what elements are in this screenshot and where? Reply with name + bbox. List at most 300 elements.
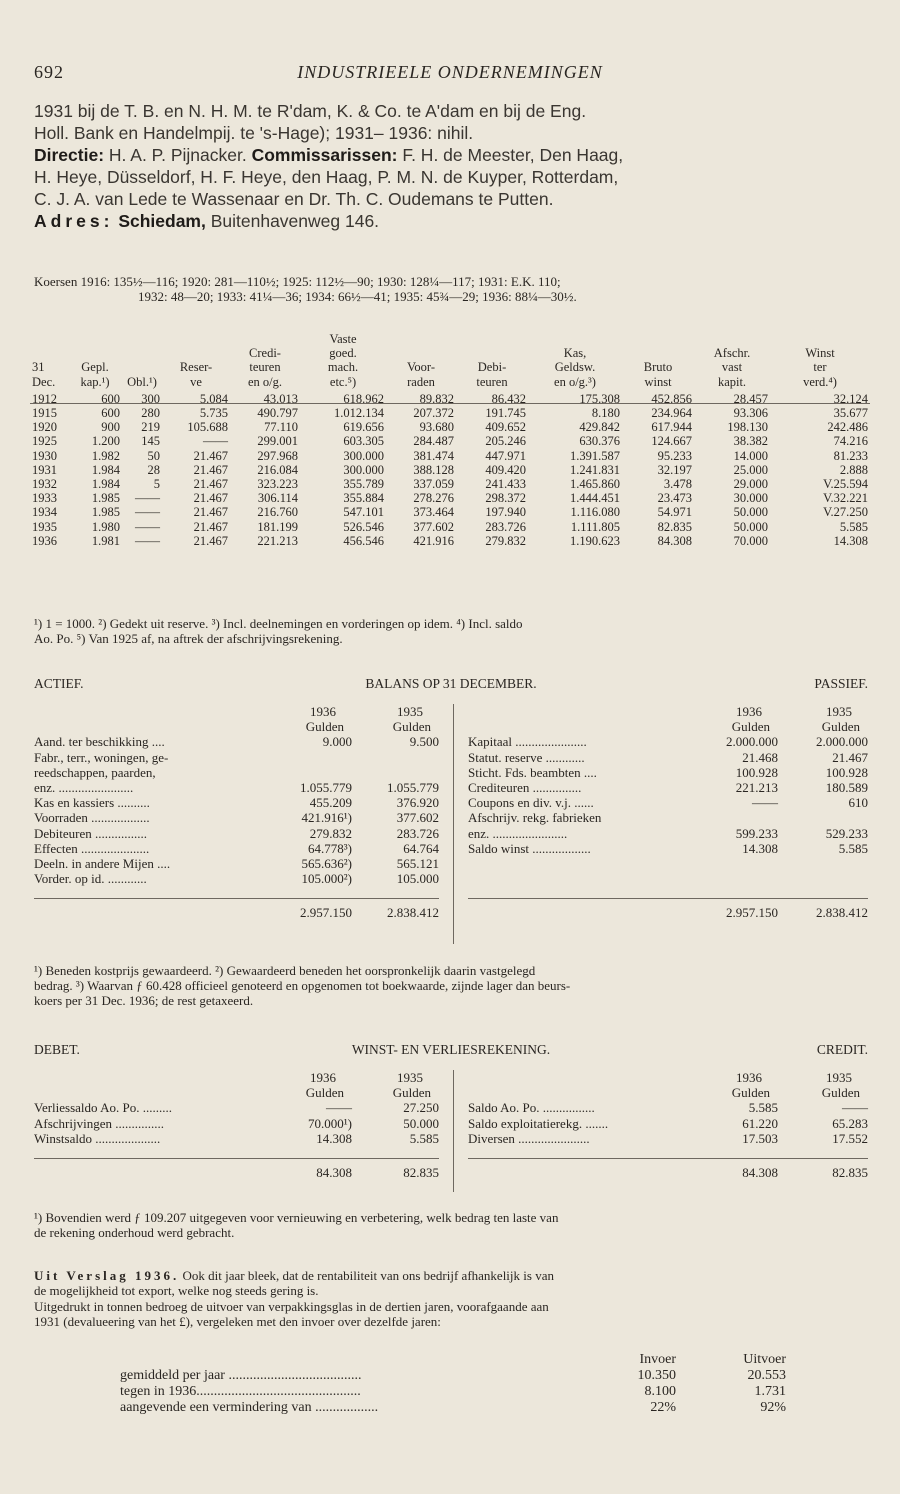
wv-credit-year-1935: 1935 [826,1070,852,1085]
table-header-row [30,375,870,389]
table-cell: 547.101 [343,505,384,520]
line-item-value-1936: 17.503 [742,1130,778,1146]
line-item-value-1936: —— [752,795,778,811]
line-item-value-1935 [778,810,868,825]
balans-heading [34,676,868,694]
balans-title: BALANS OP 31 DECEMBER. [365,676,537,691]
column-header: Reser- [179,360,213,375]
table-cell: 447.971 [485,448,526,463]
export-uitvoer: 20.553 [747,1368,786,1383]
balans-divider [453,704,454,944]
balans-actief-unit-2: Gulden [392,719,431,735]
column-header [770,332,870,346]
export-label: tegen in 1936............................................... [120,1384,361,1399]
table-cell: 82.835 [657,519,692,534]
balans-asset-row [34,780,439,795]
table-cell: 1.444.451 [570,491,620,506]
column-header: teuren [249,360,281,375]
line-item-value-1935: —— [842,1100,868,1116]
table-cell: 1936 [32,533,57,548]
wv-credit-row [468,1116,868,1131]
table-cell: 1.111.805 [570,519,620,534]
balans-actief-total-1935: 2.838.412 [387,905,439,921]
line-item-value-1935: 64.764 [403,840,439,856]
table-cell: 197.940 [485,505,526,520]
balans-asset-row [34,826,439,841]
column-header: Bruto [643,360,673,375]
table-cell: 452.856 [651,391,692,406]
table-cell: 30.000 [733,491,768,506]
wv-debet-table [34,1070,439,1180]
adres-city: Schiedam, [118,211,206,231]
table-cell: 70.000 [733,533,768,548]
wv-debet-row [34,1131,439,1146]
table-cell: 1931 [32,462,57,477]
koersen-line-2: 1932: 48—20; 1933: 41¼—36; 1934: 66½—41; 1935: 45¾—29; 1936: 88¼—30½. [138,289,577,304]
table-cell: 355.789 [343,477,384,492]
line-item-value-1936: 105.000²) [301,871,352,887]
line-item-value-1936: 279.832 [309,825,352,841]
line-item-value-1935 [352,750,439,765]
table-cell: 1.190.623 [570,533,620,548]
table-cell: 32.197 [657,462,692,477]
table-cell: 1935 [32,519,57,534]
table-header-row [30,346,870,360]
footnote-balans-line-2: bedrag. ³) Waarvan ƒ 60.428 officieel genoteerd en opgenomen tot boekwaarde, zijnde lager dan beurs- [34,978,571,993]
table-cell: 409.420 [485,462,526,477]
wv-credit-table [468,1070,868,1180]
table-cell: 1.984 [91,477,120,492]
table-cell: 526.546 [343,519,384,534]
column-header [622,346,694,360]
table-cell: 191.745 [485,406,526,421]
balans-actief-unit-1: Gulden [305,719,344,735]
table-cell: 81.233 [833,448,868,463]
balans-liability-row [468,750,868,765]
table-row [30,434,870,448]
financial-history-header [30,332,870,389]
line-item-label: Aand. ter beschikking .... [34,734,165,750]
line-item-value-1936: 14.308 [316,1130,352,1146]
table-row [30,520,870,534]
balans-liability-row [468,810,868,825]
line-item-label: Sticht. Fds. beambten .... [468,764,597,780]
financial-history-body [30,389,870,548]
directie-text: H. A. P. Pijnacker. [104,145,252,165]
line-item-label: Vorder. op id. ............ [34,871,147,887]
line-item-value-1936: 221.213 [735,780,778,796]
table-cell: 1915 [32,406,57,421]
column-header [122,332,162,346]
balans-passief-total-1935: 2.838.412 [816,905,868,921]
table-row [30,477,870,491]
wv-credit-total-1935: 82.835 [832,1165,868,1181]
table-cell: 1.391.587 [570,448,620,463]
commissarissen-label: Commissarissen: [251,145,398,165]
koersen-block [34,274,868,304]
wv-credit-row [468,1100,868,1115]
table-cell: 21.467 [193,519,228,534]
table-row [30,406,870,420]
koersen-line-1: Koersen 1916: 135½—116; 1920: 281—110½; 1925: 112½—90; 1930: 128¼—117; 1931: E.K. 110; [34,274,561,289]
column-header: goed. [329,346,357,361]
table-cell: 1.465.860 [570,477,620,492]
table-cell: 279.832 [485,533,526,548]
column-header [162,332,230,346]
table-cell: 300.000 [343,462,384,477]
line-item-value-1936: 100.928 [735,764,778,780]
column-header [68,332,122,346]
table-cell: 1934 [32,505,57,520]
table-cell: 298.372 [485,491,526,506]
table-row [30,463,870,477]
table-cell: 8.180 [591,406,620,421]
line-item-label: Diversen ...................... [468,1130,590,1146]
line-item-value-1935: 65.283 [832,1115,868,1131]
balans-passief-unit-2: Gulden [821,719,860,735]
line-item-label: Fabr., terr., woningen, ge- [34,749,169,765]
table-cell: 32.124 [833,391,868,406]
table-cell: V.32.221 [823,491,868,506]
wv-debet-total-1935: 82.835 [403,1165,439,1181]
footnotes-balans [34,963,868,1008]
column-header: kap.¹) [80,374,110,389]
table-cell: 207.372 [413,406,454,421]
table-cell: —— [135,505,160,520]
line-item-value-1935: 9.500 [409,734,439,750]
export-invoer: 8.100 [644,1384,676,1399]
table-cell: 1.241.831 [570,462,620,477]
table-cell: 1.200 [91,434,120,449]
line-item-value-1935: 5.585 [838,840,868,856]
table-cell: 198.130 [727,420,768,435]
table-cell: —— [135,491,160,506]
table-cell: 105.688 [187,420,228,435]
table-cell: 299.001 [257,434,298,449]
footnote-main-line-1: ¹) 1 = 1000. ²) Gedekt uit reserve. ³) Incl. deelnemingen en vorderingen op idem. ⁴) Incl. saldo [34,616,523,631]
export-row [120,1384,792,1400]
column-header: Gepl. [81,360,109,375]
verslag-p1-line-1 [34,1268,868,1283]
footnote-wv-line-2: de rekening onderhoud werd gebracht. [34,1225,235,1240]
intro-directie-line [34,144,868,166]
table-cell: 1912 [32,391,57,406]
table-cell: 1933 [32,491,57,506]
wv-left-label: DEBET. [34,1042,80,1057]
verslag-section [34,1268,868,1329]
column-header: vast [721,360,743,375]
line-item-label: enz. ....................... [468,825,568,841]
balans-passief-year-1935: 1935 [826,704,852,719]
table-cell: 25.000 [733,462,768,477]
line-item-value-1935: 21.467 [832,749,868,765]
wv-credit-row [468,1131,868,1146]
line-item-label: Saldo winst .................. [468,840,591,856]
table-cell: 1920 [32,420,57,435]
column-header: en o/g.³) [554,374,596,389]
table-cell: 205.246 [485,434,526,449]
table-row [30,505,870,519]
balans-asset-row [34,765,439,780]
balans-passief-year-1936: 1936 [736,704,762,719]
wv-debet-row [34,1116,439,1131]
line-item-value-1936 [690,810,778,825]
table-cell: 93.680 [419,420,454,435]
line-item-value-1936: 64.778³) [308,840,352,856]
verslag-p1-line-2: de mogelijkheid tot export, welke nog steeds gering is. [34,1283,319,1299]
column-header [162,346,230,360]
adres-label: Adres: [34,211,114,231]
page-number: 692 [34,62,64,82]
table-cell: V.27.250 [823,505,868,520]
column-header: Credi- [249,346,281,361]
line-item-value-1936: 5.585 [748,1100,778,1116]
table-cell: 35.677 [833,406,868,421]
line-item-label: Deeln. in andere Mijen .... [34,856,171,872]
table-cell: 618.962 [343,391,384,406]
balans-right-label: PASSIEF. [814,676,868,691]
table-cell: 5.735 [199,406,228,421]
table-cell: 50.000 [733,519,768,534]
table-cell: 900 [101,420,120,435]
wv-debet-year-1936: 1936 [310,1070,336,1085]
table-cell: 284.487 [413,434,454,449]
table-cell: 242.486 [827,420,868,435]
table-cell: 337.059 [413,477,454,492]
line-item-value-1936: 2.000.000 [726,734,778,750]
line-item-value-1935: 376.920 [396,795,439,811]
table-cell: 221.213 [257,533,298,548]
balans-asset-row [34,856,439,871]
line-item-label: Afschrijvingen ............... [34,1115,164,1131]
table-cell: 1.985 [91,505,120,520]
balans-passief-table [468,704,868,920]
table-cell: 1932 [32,477,57,492]
line-item-value-1935: 5.585 [409,1130,439,1146]
running-title: INDUSTRIEELE ONDERNEMINGEN [297,62,603,82]
table-cell: 38.382 [733,434,768,449]
table-cell: 456.546 [343,533,384,548]
table-cell: 1.981 [91,533,120,548]
table-cell: 74.216 [833,434,868,449]
table-cell: 219 [141,420,160,435]
footnotes-main [34,616,868,646]
line-item-value-1935: 17.552 [832,1130,868,1146]
intro-line-2: Holl. Bank en Handelmpij. te 's-Hage); 1931– 1936: nihil. [34,123,474,143]
wv-debet-unit-2: Gulden [392,1085,431,1101]
adres-street: Buitenhavenweg 146. [205,211,380,231]
table-row [30,420,870,434]
wv-debet-total-1936: 84.308 [316,1165,352,1181]
line-item-value-1936: 61.220 [742,1115,778,1131]
table-header-row [30,360,870,374]
line-item-value-1935: 180.589 [825,780,868,796]
balans-liability-row [468,734,868,749]
line-item-label: Crediteuren ............... [468,780,582,796]
export-label: aangevende een vermindering van .................. [120,1400,379,1415]
column-header: winst [644,374,672,389]
table-cell: 5 [153,477,160,492]
line-item-value-1935: 377.602 [396,810,439,826]
column-header: Geldsw. [554,360,596,375]
table-cell: 181.199 [257,519,298,534]
line-item-label: Voorraden .................. [34,810,150,826]
line-item-value-1936: 1.055.779 [300,780,352,796]
table-cell: 86.432 [491,391,526,406]
line-item-value-1936: —— [326,1100,352,1116]
table-header-row [30,332,870,346]
export-invoer: 22% [650,1400,676,1415]
line-item-label: Debiteuren ................ [34,825,148,841]
column-header: en o/g. [247,374,283,389]
column-header: ve [190,374,202,389]
table-cell: 1.982 [91,448,120,463]
table-cell: 241.433 [485,477,526,492]
column-header [694,332,770,346]
balans-left-label: ACTIEF. [34,676,84,691]
column-header: Afschr. [713,346,751,361]
verslag-p2-line-1: Uitgedrukt in tonnen bedroeg de uitvoer van verpakkingsglas in de dertien jaren, voorafgaande aan [34,1298,549,1314]
line-item-value-1935: 100.928 [825,764,868,780]
balans-asset-row [34,750,439,765]
column-header: Dec. [32,374,56,389]
column-header [386,346,456,360]
balans-asset-row [34,871,439,886]
table-cell: 283.726 [485,519,526,534]
line-item-label: Kas en kassiers .......... [34,795,150,811]
column-header [122,360,162,374]
balans-asset-row [34,841,439,856]
line-item-value-1935: 2.000.000 [816,734,868,750]
table-cell: 421.916 [413,533,454,548]
table-cell: 50 [147,448,160,463]
table-cell: 234.964 [651,406,692,421]
table-cell: 175.308 [579,391,620,406]
table-cell: —— [135,533,160,548]
line-item-value-1935: 1.055.779 [387,780,439,796]
line-item-value-1935: 27.250 [403,1100,439,1116]
export-label: gemiddeld per jaar ...................................... [120,1368,362,1383]
table-cell: 323.223 [257,477,298,492]
table-cell: 603.305 [343,434,384,449]
line-item-value-1936 [266,750,352,765]
line-item-label: Effecten ..................... [34,840,150,856]
line-item-label: reedschappen, paarden, [34,764,156,780]
intro-line-1: 1931 bij de T. B. en N. H. M. te R'dam, K. & Co. te A'dam en bij de Eng. [34,101,587,121]
export-comparison-table [120,1352,792,1416]
wv-credit-unit-2: Gulden [821,1085,860,1101]
column-header: Debi- [477,360,507,375]
table-cell: 29.000 [733,477,768,492]
line-item-label: Saldo Ao. Po. ................ [468,1100,595,1116]
table-cell: 77.110 [264,420,298,435]
balans-actief-total-1936: 2.957.150 [300,905,352,921]
column-header: Vaste [329,332,357,346]
table-cell: 619.656 [343,420,384,435]
table-cell: 409.652 [485,420,526,435]
table-cell: 89.832 [419,391,454,406]
column-header [30,346,68,360]
line-item-label: Kapitaal ...................... [468,734,587,750]
table-cell: 95.233 [657,448,692,463]
verslag-p1-rest: Ook dit jaar bleek, dat de rentabiliteit van ons bedrijf afhankelijk is van [179,1268,554,1283]
column-header: Obl.¹) [127,374,157,389]
table-cell: 5.084 [199,391,228,406]
line-item-label: enz. ....................... [34,780,134,796]
export-uitvoer: 92% [760,1400,786,1415]
table-cell: 21.467 [193,533,228,548]
column-header [230,332,300,346]
table-cell: 21.467 [193,505,228,520]
line-item-value-1936 [266,765,352,780]
line-item-value-1936: 599.233 [735,825,778,841]
line-item-label: Verliessaldo Ao. Po. ......... [34,1100,172,1116]
col-uitvoer: Uitvoer [743,1352,786,1367]
verslag-p2-line-2: 1931 (devalueering van het £), vergeleken met den invoer over dezelfde jaren: [34,1313,441,1329]
column-header: teuren [476,374,508,389]
column-header: 31 [32,360,45,375]
export-invoer: 10.350 [637,1368,676,1383]
table-cell: 1925 [32,434,57,449]
intro-adres-line [34,210,868,232]
col-invoer: Invoer [639,1352,676,1367]
table-cell: 300 [141,391,160,406]
wv-debet-row [34,1100,439,1115]
footnote-wv-line-1: ¹) Bovendien werd ƒ 109.207 uitgegeven voor vernieuwing en verbetering, welk bedrag ten laste van [34,1210,559,1225]
balans-liability-row [468,841,868,856]
wv-credit-unit-1: Gulden [731,1085,770,1101]
wv-credit-total-1936: 84.308 [742,1165,778,1181]
intro-line-4: H. Heye, Düsseldorf, H. F. Heye, den Haag, P. M. N. de Kuyper, Rotterdam, [34,167,619,187]
table-cell: 600 [101,391,120,406]
line-item-value-1935: 529.233 [825,825,868,841]
balans-actief-table [34,704,439,921]
table-header-rule [30,403,870,404]
table-cell: 1.012.134 [334,406,384,421]
table-cell: —— [203,434,228,449]
wv-debet-unit-1: Gulden [305,1085,344,1101]
line-item-value-1936: 14.308 [742,840,778,856]
table-cell: 145 [141,434,160,449]
table-cell: 28 [147,462,160,477]
table-cell: 377.602 [413,519,454,534]
table-cell: 3.478 [663,477,692,492]
balans-liability-row [468,826,868,841]
column-header: etc.⁵) [329,374,357,389]
column-header: Voor- [407,360,435,375]
column-header [68,346,122,360]
table-cell: 300.000 [343,448,384,463]
table-cell: 1.984 [91,462,120,477]
table-row [30,449,870,463]
footnote-balans-line-1: ¹) Beneden kostprijs gewaardeerd. ²) Gewaardeerd beneden het oorspronkelijk daarin vastgelegd [34,963,536,978]
table-cell: 21.467 [193,462,228,477]
table-cell: 280 [141,406,160,421]
table-cell: 21.467 [193,491,228,506]
table-cell: 23.473 [657,491,692,506]
column-header: kapit. [717,374,747,389]
line-item-value-1935: 50.000 [403,1115,439,1131]
table-cell: 278.276 [413,491,454,506]
column-header [30,332,68,346]
table-cell: V.25.594 [823,477,868,492]
table-row [30,534,870,548]
table-cell: 124.667 [651,434,692,449]
line-item-value-1935: 610 [848,795,868,811]
table-cell: 93.306 [733,406,768,421]
line-item-value-1936: 565.636²) [301,856,352,872]
line-item-value-1936: 421.916¹) [301,810,352,826]
